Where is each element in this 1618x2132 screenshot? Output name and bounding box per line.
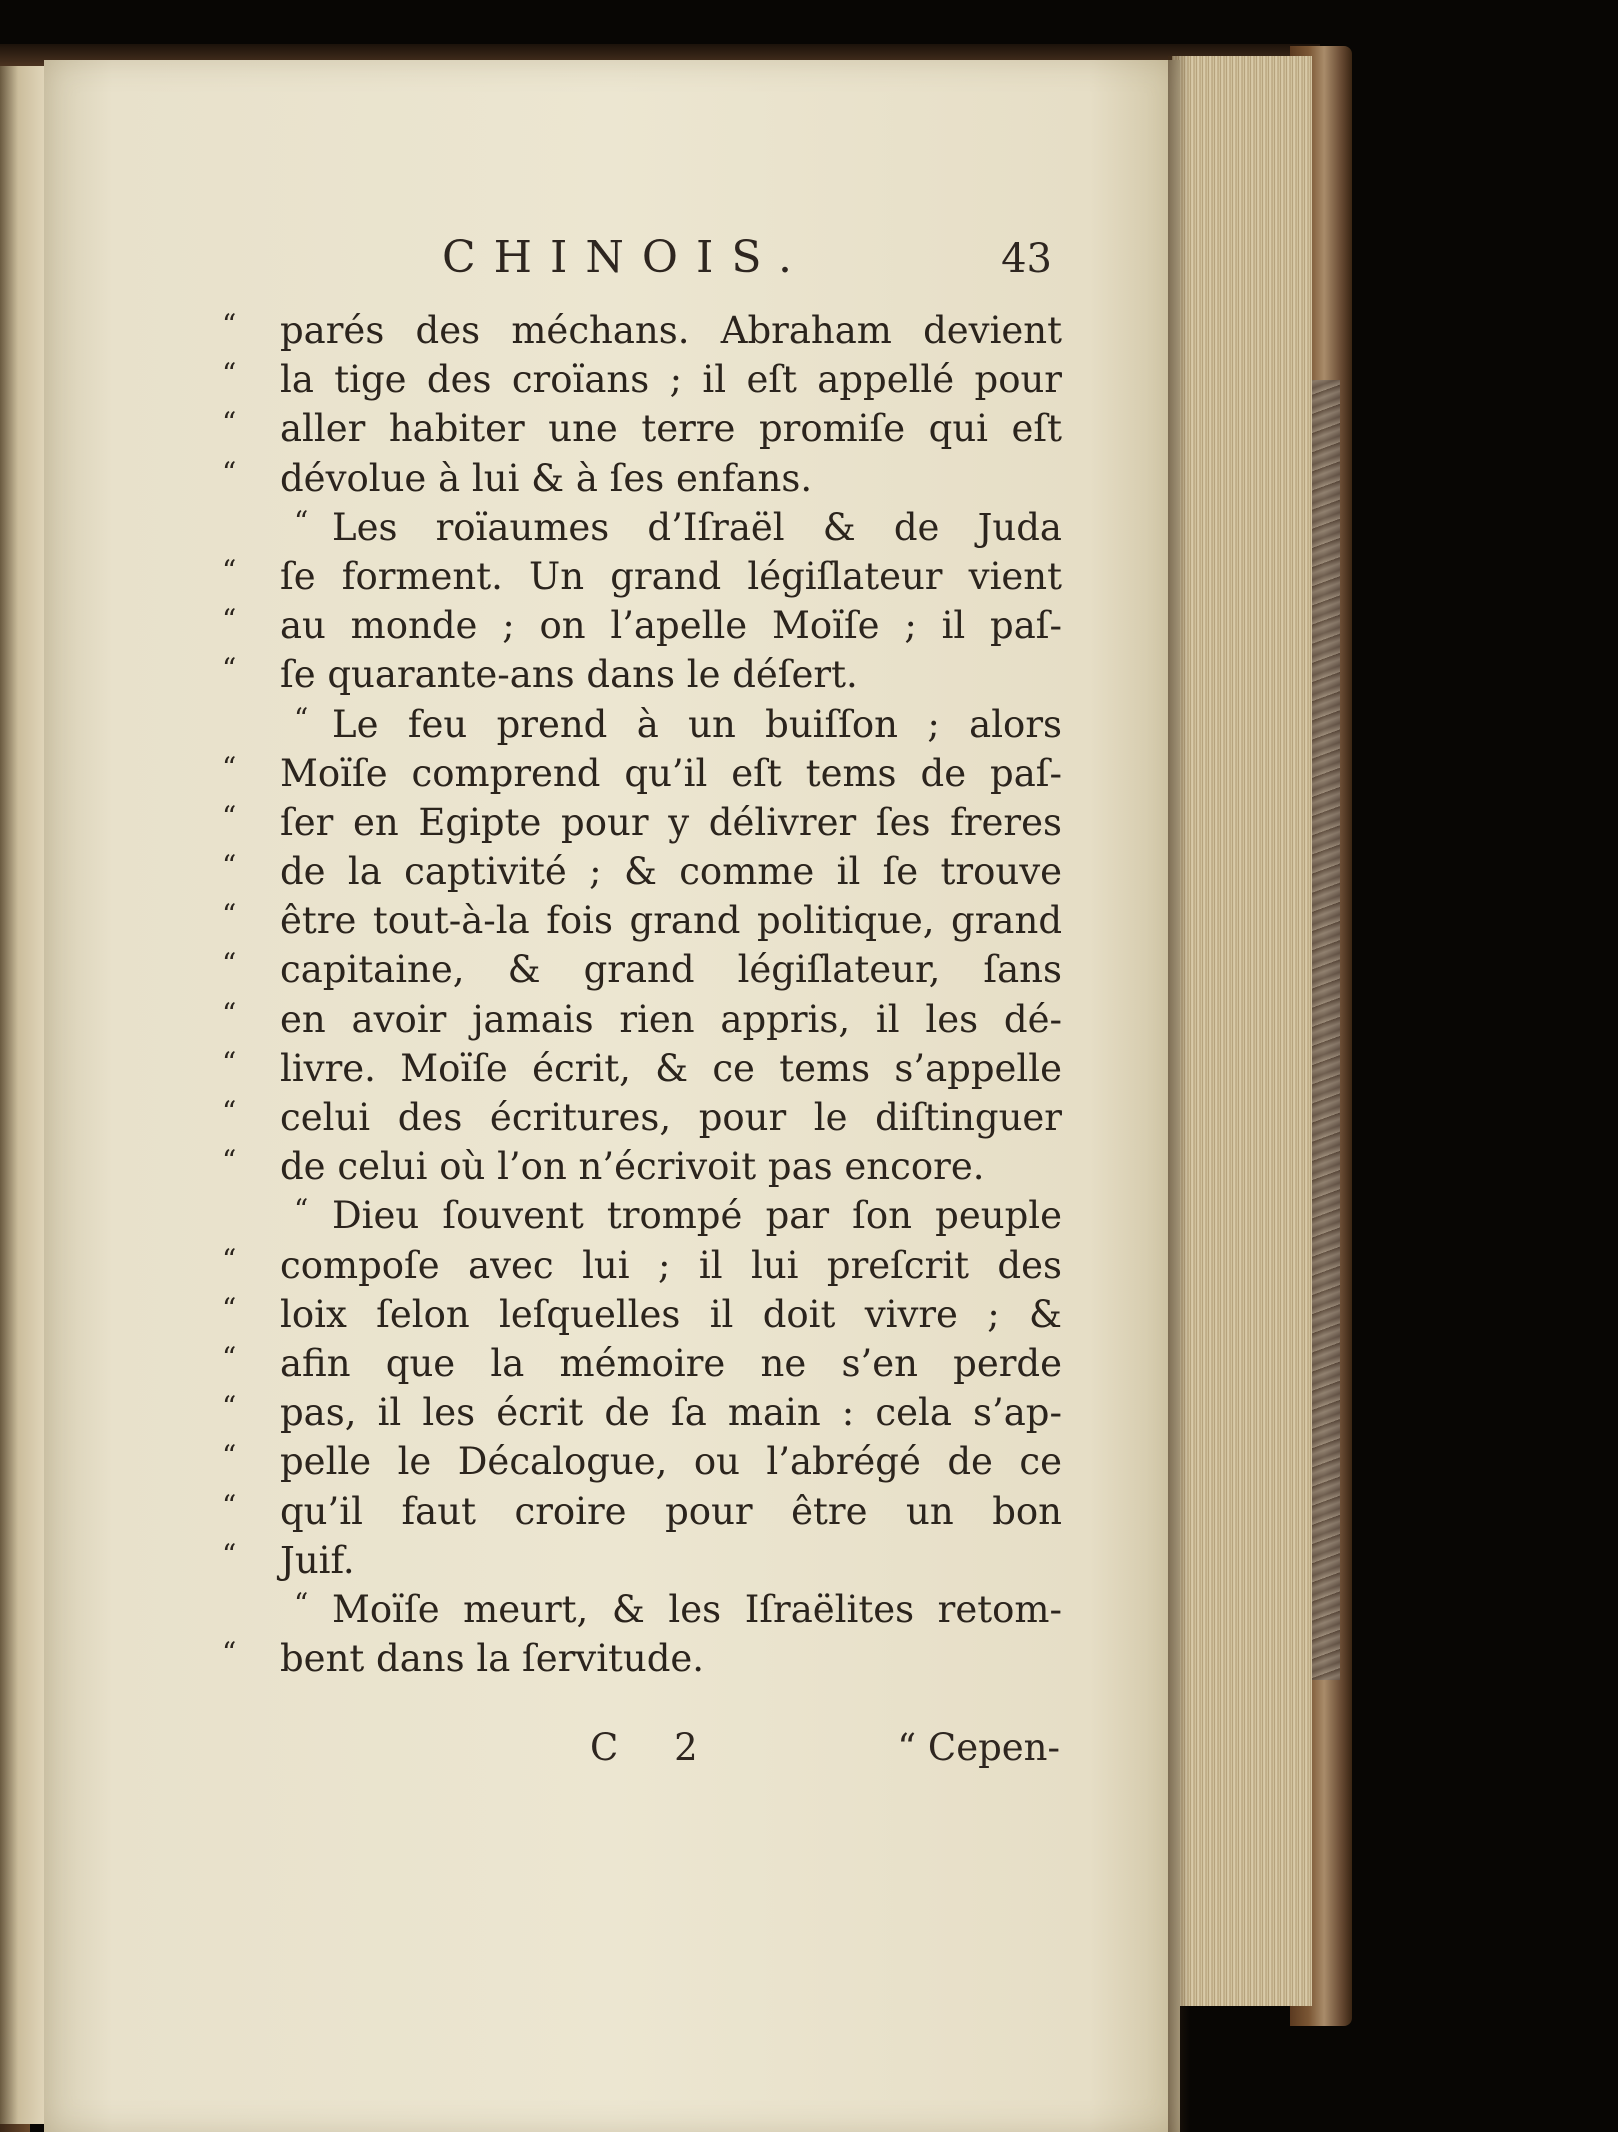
text-line bbox=[222, 1290, 1062, 1339]
quote-mark: “ bbox=[222, 1291, 237, 1325]
line-text: parés des méchans. Abraham devient bbox=[280, 309, 1062, 352]
text-line bbox=[222, 454, 1062, 503]
quote-mark: “ bbox=[222, 308, 237, 341]
quote-mark: “ bbox=[222, 996, 237, 1030]
line-text: loix ſelon leſquelles il doit vivre ; & bbox=[280, 1292, 1062, 1336]
quote-mark: “ bbox=[294, 504, 309, 538]
quote-mark: “ bbox=[222, 652, 237, 686]
quote-mark: “ bbox=[222, 799, 237, 833]
text-line bbox=[222, 552, 1062, 601]
quote-mark: “ bbox=[222, 1242, 237, 1276]
running-title: CHINOIS. bbox=[442, 232, 810, 283]
line-text: ſe forment. Un grand légiſlateur vient bbox=[280, 554, 1062, 598]
quote-mark: “ bbox=[222, 603, 237, 637]
quote-mark: “ bbox=[222, 1095, 237, 1128]
line-text: pas, il les écrit de ſa main : cela s’ap- bbox=[280, 1391, 1062, 1435]
text-line bbox=[222, 1044, 1062, 1093]
quote-mark: “ bbox=[222, 1340, 237, 1374]
line-text: aller habiter une terre promiſe qui eſt bbox=[280, 407, 1062, 451]
quote-mark: “ bbox=[222, 455, 237, 489]
text-line bbox=[222, 1585, 1062, 1634]
text-line bbox=[222, 847, 1062, 896]
text-line bbox=[222, 1634, 1062, 1683]
line-text: en avoir jamais rien appris, il les dé- bbox=[280, 997, 1062, 1041]
text-line bbox=[222, 650, 1062, 699]
text-line bbox=[222, 1437, 1062, 1486]
quote-mark: “ bbox=[222, 553, 237, 587]
text-line bbox=[222, 700, 1062, 749]
line-text: celui des écritures, pour le diſtinguer bbox=[280, 1096, 1062, 1139]
page-footer bbox=[260, 1726, 1080, 1776]
text-line bbox=[222, 1339, 1062, 1388]
quote-mark: “ bbox=[222, 750, 237, 784]
catchword: “ Cepen- bbox=[897, 1726, 1060, 1769]
quote-mark: “ bbox=[222, 1488, 237, 1522]
text-line bbox=[222, 404, 1062, 453]
text-line bbox=[222, 896, 1062, 945]
text-line bbox=[222, 798, 1062, 847]
line-text: Moïſe meurt, & les Iſraëlites retom- bbox=[332, 1587, 1062, 1631]
line-text: Juif. bbox=[280, 1538, 355, 1582]
quote-mark: “ bbox=[222, 898, 237, 932]
line-text: capitaine, & grand légiſlateur, ſans bbox=[280, 948, 1062, 992]
text-line bbox=[222, 1093, 1062, 1142]
line-text: dévolue à lui & à ſes enfans. bbox=[280, 456, 813, 500]
quote-mark: “ bbox=[222, 1636, 237, 1670]
text-line bbox=[222, 1142, 1062, 1191]
text-line bbox=[222, 306, 1062, 355]
line-text: être tout-à-la fois grand politique, grand bbox=[280, 899, 1062, 943]
line-text: de la captivité ; & comme il ſe trouve bbox=[280, 850, 1062, 894]
text-line bbox=[222, 749, 1062, 798]
line-text: qu’il faut croire pour être un bon bbox=[280, 1489, 1062, 1533]
quote-mark: “ bbox=[222, 947, 237, 981]
text-line bbox=[222, 1191, 1062, 1240]
page-number: 43 bbox=[1001, 236, 1052, 282]
quote-mark: “ bbox=[294, 1586, 309, 1620]
quote-mark: “ bbox=[294, 1193, 309, 1227]
line-text: Le feu prend à un buiſſon ; alors bbox=[332, 702, 1062, 746]
line-text: la tige des croïans ; il eſt appellé pour bbox=[280, 358, 1062, 402]
line-text: afin que la mémoire ne s’en perde bbox=[280, 1341, 1062, 1385]
quote-mark: “ bbox=[222, 1537, 237, 1571]
quote-mark: “ bbox=[222, 406, 237, 440]
quote-mark: “ bbox=[222, 1390, 237, 1424]
text-line bbox=[222, 1388, 1062, 1437]
line-text: Les roïaumes d’Iſraël & de Juda bbox=[332, 505, 1062, 549]
text-line bbox=[222, 601, 1062, 650]
line-text: compoſe avec lui ; il lui preſcrit des bbox=[280, 1243, 1062, 1287]
quote-mark: “ bbox=[222, 1144, 237, 1178]
text-line bbox=[222, 945, 1062, 994]
line-text: de celui où l’on n’écrivoit pas encore. bbox=[280, 1145, 985, 1189]
quote-mark: “ bbox=[294, 701, 309, 735]
line-text: bent dans la ſervitude. bbox=[280, 1637, 705, 1681]
quote-mark: “ bbox=[222, 357, 237, 391]
page-edges bbox=[1172, 56, 1312, 2006]
text-line bbox=[222, 355, 1062, 404]
line-text: pelle le Décalogue, ou l’abrégé de ce bbox=[280, 1440, 1062, 1484]
body-text bbox=[222, 306, 1062, 1683]
quote-mark: “ bbox=[222, 1045, 237, 1079]
quote-mark: “ bbox=[222, 1439, 237, 1473]
gutter-shadow bbox=[1168, 56, 1190, 2132]
text-line bbox=[222, 995, 1062, 1044]
line-text: livre. Moïſe écrit, & ce tems s’appelle bbox=[280, 1046, 1062, 1090]
text-line bbox=[222, 1536, 1062, 1585]
line-text: au monde ; on l’apelle Moïſe ; il paſ- bbox=[280, 604, 1062, 648]
text-line bbox=[222, 503, 1062, 552]
text-line bbox=[222, 1241, 1062, 1290]
line-text: ſer en Egipte pour y délivrer ſes freres bbox=[280, 800, 1062, 844]
line-text: Moïſe comprend qu’il eſt tems de paſ- bbox=[280, 751, 1062, 795]
text-line bbox=[222, 1487, 1062, 1536]
signature-mark: C 2 bbox=[590, 1726, 720, 1769]
page-header bbox=[430, 232, 1070, 292]
line-text: ſe quarante-ans dans le déſert. bbox=[280, 653, 858, 697]
line-text: Dieu ſouvent trompé par ſon peuple bbox=[332, 1194, 1062, 1238]
quote-mark: “ bbox=[222, 849, 237, 883]
